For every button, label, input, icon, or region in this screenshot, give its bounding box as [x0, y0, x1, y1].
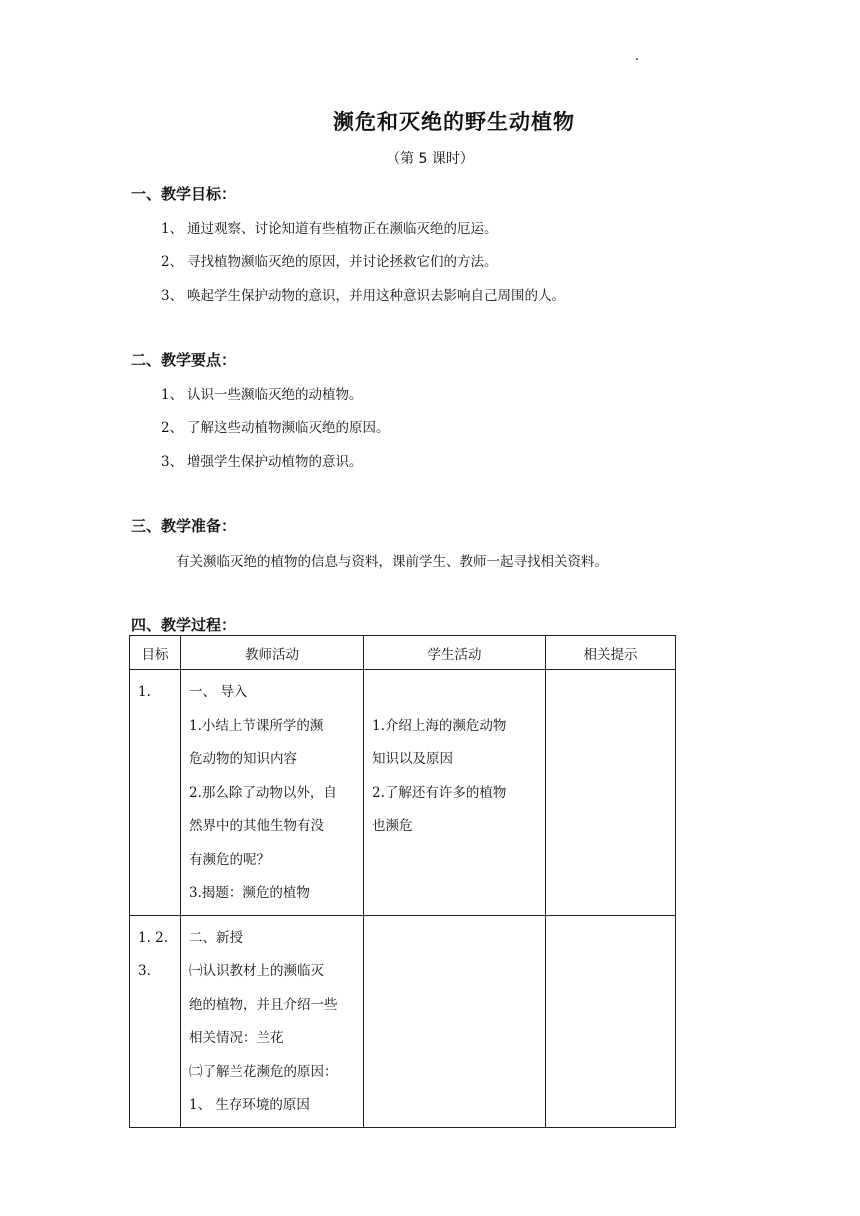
teacher-line: 相关情况：兰花 — [189, 1030, 284, 1046]
goal-item-number: 2、 — [161, 254, 184, 270]
teacher-line: 1.小结上节课所学的濒 — [189, 717, 324, 734]
goal-item — [161, 284, 565, 304]
goal-item-text: 唤起学生保护动物的意识，并用这种意识去影响自己周围的人。 — [187, 288, 565, 304]
process-table — [129, 635, 676, 1128]
table-header-row — [130, 636, 676, 670]
goal-item-number: 1、 — [161, 221, 184, 237]
student-cell — [364, 915, 546, 1127]
document-subtitle: （第 5 课时） — [386, 151, 474, 167]
column-header-teacher: 教师活动 — [181, 636, 364, 670]
column-header-goal: 目标 — [130, 636, 181, 670]
column-header-hint: 相关提示 — [546, 636, 676, 670]
prep-text: 有关濒临灭绝的植物的信息与资料，课前学生、教师一起寻找相关资料。 — [176, 554, 608, 570]
teacher-line: ㈠认识教材上的濒临灭 — [189, 963, 324, 979]
teacher-line: 一、 导入 — [189, 684, 248, 700]
student-line: 2.了解还有许多的植物 — [372, 784, 507, 801]
teacher-line: 绝的植物，并且介绍一些 — [189, 996, 338, 1013]
goal-cell — [130, 670, 181, 916]
goal-cell — [130, 915, 181, 1127]
teacher-line: 危动物的知识内容 — [189, 751, 297, 767]
goal-item — [161, 250, 498, 270]
keypoint-item-number: 2、 — [161, 420, 184, 436]
teacher-line: 二、新授 — [189, 929, 243, 946]
student-line: 也濒危 — [372, 818, 413, 834]
keypoint-item — [161, 383, 363, 403]
section-heading-process: 四、教学过程： — [131, 616, 237, 634]
teacher-line: 有濒危的呢？ — [189, 851, 270, 868]
student-line — [372, 676, 539, 710]
section-heading-prep: 三、教学准备： — [131, 517, 237, 535]
student-line: 1.介绍上海的濒危动物 — [372, 717, 507, 734]
table-row — [130, 670, 676, 916]
hint-cell — [546, 915, 676, 1127]
goal-item-text: 通过观察、讨论知道有些植物正在濒临灭绝的厄运。 — [187, 221, 498, 237]
teacher-line: ㈡了解兰花濒危的原因： — [189, 1063, 338, 1080]
goal-item-number: 3、 — [161, 288, 184, 304]
keypoint-item — [161, 416, 390, 436]
goal-item — [161, 217, 498, 237]
table-row — [130, 915, 676, 1127]
teacher-line: 1、 生存环境的原因 — [189, 1097, 310, 1113]
keypoint-item-text: 了解这些动植物濒临灭绝的原因。 — [187, 420, 390, 436]
teacher-line: 3.揭题：濒危的植物 — [189, 885, 310, 901]
column-header-student: 学生活动 — [364, 636, 546, 670]
goal-line: 3. — [138, 963, 151, 979]
section-heading-goals: 一、教学目标： — [131, 185, 237, 203]
section-heading-keypoints: 二、教学要点： — [131, 351, 237, 369]
student-cell — [364, 670, 546, 916]
keypoint-item-number: 1、 — [161, 387, 184, 403]
teacher-line: 2.那么除了动物以外，自 — [189, 784, 337, 801]
goal-item-text: 寻找植物濒临灭绝的原因，并讨论拯救它们的方法。 — [187, 254, 498, 270]
teacher-cell — [181, 670, 364, 916]
teacher-line: 然界中的其他生物有没 — [189, 818, 324, 834]
hint-cell — [546, 670, 676, 916]
keypoint-item — [161, 450, 363, 470]
keypoint-item-text: 增强学生保护动植物的意识。 — [187, 454, 363, 470]
student-line: 知识以及原因 — [372, 751, 453, 767]
goal-line: 1. 2. — [138, 929, 169, 946]
document-title: 濒危和灭绝的野生动植物 — [333, 110, 575, 134]
page-dot-mark — [636, 58, 638, 60]
keypoint-item-number: 3、 — [161, 454, 184, 470]
keypoint-item-text: 认识一些濒临灭绝的动植物。 — [187, 387, 363, 403]
goal-line: 1. — [138, 684, 151, 700]
teacher-cell — [181, 915, 364, 1127]
